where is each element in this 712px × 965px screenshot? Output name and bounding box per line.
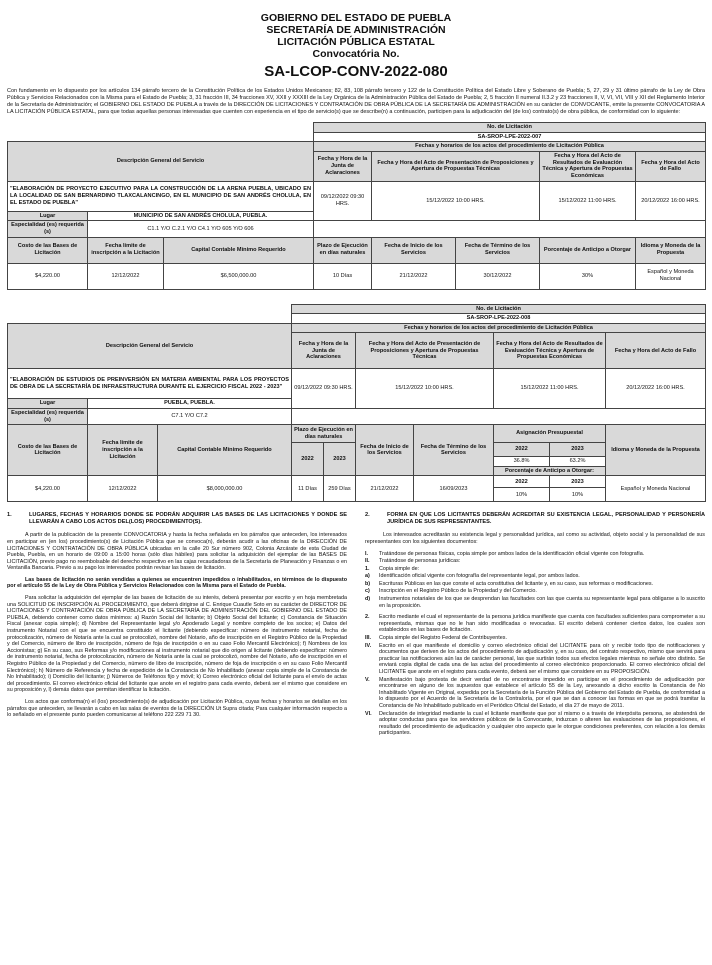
label-junta: Fecha y Hora de la Junta de Aclaraciones	[314, 151, 372, 181]
convocatoria-code: SA-LCOP-CONV-2022-080	[264, 63, 448, 80]
lugar-value: MUNICIPIO DE SAN ANDRÉS CHOLULA, PUEBLA.	[88, 211, 314, 221]
document-header	[0, 12, 712, 82]
label-plazo: Plazo de Ejecución en días naturales	[314, 237, 372, 263]
resultados-date: 15/12/2022 11:00 HRS.	[540, 181, 636, 221]
list-marker: IV.	[365, 642, 372, 649]
anticipo-value: 30%	[540, 263, 636, 289]
ant-value-1: 10%	[494, 488, 550, 502]
label-resultados: Fecha y Hora del Acto de Resultados de Evaluación Técnica y Apertura de Propuestas Económicas	[540, 151, 636, 181]
label-especialidad-2: Especialidad (es) requerida (s)	[8, 408, 88, 424]
list-marker: III.	[365, 635, 371, 642]
label-asignacion: Asignación Presupuestal	[494, 425, 606, 443]
tender-number-2: SA-SROP-LPE-2022-008	[292, 314, 706, 324]
list-marker: 2.	[365, 614, 370, 621]
list-item	[365, 588, 705, 595]
column-left	[7, 512, 347, 738]
label-fechas-title-2: Fechas y horarios de los actos del procedimiento de Licitación Pública	[292, 323, 706, 333]
column-right	[365, 512, 705, 738]
header-line-1: GOBIERNO DEL ESTADO DE PUEBLA	[260, 12, 452, 24]
asig-year-2: 2023	[550, 443, 606, 457]
especialidad-value-2: C7.1 Y/O C7.2	[88, 408, 292, 424]
list-marker: d)	[365, 596, 371, 603]
label-especialidad: Especialidad (es) requerida (s)	[8, 221, 88, 237]
junta-date: 09/12/2022 09:30 HRS.	[314, 181, 372, 221]
list-text: Inscripción en el Registro Público de la Propiedad y del Comercio.	[379, 588, 537, 595]
label-desc-general-2: Descripción General del Servicio	[8, 323, 292, 369]
label-desc-general: Descripción General del Servicio	[8, 142, 314, 182]
list-marker: I.	[365, 550, 368, 557]
ant-year-1: 2022	[494, 476, 550, 488]
list-item	[365, 711, 705, 737]
asig-year-1: 2022	[494, 443, 550, 457]
tender-table-1	[7, 122, 706, 290]
resultados-date-2: 15/12/2022 11:00 HRS.	[494, 369, 606, 409]
header-line-3: LICITACIÓN PÚBLICA ESTATAL	[277, 36, 435, 48]
inicio-value: 21/12/2022	[372, 263, 456, 289]
junta-date-2: 09/12/2022 09:30 HRS.	[292, 369, 356, 409]
label-idioma-2: Idioma y Moneda de la Propuesta	[606, 425, 706, 476]
label-lugar: Lugar	[8, 211, 88, 221]
plazo-value: 10 Días	[314, 263, 372, 289]
list-marker: b)	[365, 580, 371, 587]
label-plazo-2: Plazo de Ejecución en días naturales	[292, 425, 356, 443]
list-item	[365, 551, 705, 558]
section-2-p1: Los interesados acreditarán su existencia legal y personalidad jurídica, así como su actividad, objeto social y la personalidad de sus representantes con los siguientes documentos:	[365, 532, 705, 545]
list-marker: a)	[365, 573, 370, 580]
label-fallo: Fecha y Hora del Acto de Fallo	[636, 151, 706, 181]
list-text: Copia simple de:	[379, 565, 420, 572]
list-marker: VI.	[365, 710, 372, 717]
label-no-licitacion: No. de Licitación	[314, 123, 706, 133]
plazo-value-2: 259 Días	[324, 476, 356, 502]
label-fallo-2: Fecha y Hora del Acto de Fallo	[606, 333, 706, 369]
fallo-date: 20/12/2022 16:00 HRS.	[636, 181, 706, 221]
list-text: Escrituras Públicas en las que conste el acta constitutiva del licitante y, en su caso, sus reformas o modificaciones.	[379, 580, 654, 587]
label-capital: Capital Contable Mínimo Requerido	[164, 237, 314, 263]
plazo-year-2: 2023	[324, 443, 356, 476]
list-text: Tratándose de personas físicas, copia simple por ambos lados de la identificación oficial vigente con fotografía.	[379, 550, 645, 557]
capital-value: $6,500,000.00	[164, 263, 314, 289]
label-termino: Fecha de Término de los Servicios	[456, 237, 540, 263]
header-line-2: SECRETARÍA DE ADMINISTRACIÓN	[266, 24, 446, 36]
fecha-limite-value: 12/12/2022	[88, 263, 164, 289]
intro-paragraph: Con fundamento en lo dispuesto por los artículos 134 párrafo tercero de la Constitución Política de los Estados Unidos Mexicanos; 82, 83, 108 párrafo tercero y 122 de la Constitución Política del Estado Libre y Soberano de Puebla; 5, 27, 29 y 31 último párrafo de la Ley de Obra Pública y Servicios Relacionados con la Misma para el Estado de Puebla; 3, 31 fracción III, 34 fracciones XV, XXII y XXXIII de la Ley Orgánica de la Administración Pública del Estado de Puebla; 2, 5 fracción II numeral II.3.2 y 23 fracciones II, V, VI, VII, VIII y XII del Reglamento Interior de la Secretaría de Administración; el GOBIERNO DEL ESTADO DE PUEBLA a través de la DIRECCIÓN DE LICITACIONES Y CONTRATACIÓN DE OBRA PÚBLICA DE LA SECRETARÍA DE ADMINISTRACIÓN en su carácter de CONVOCANTE, emite la presente CONVOCATORIA A LA LICITACIÓN PÚBLICA ESTATAL, para que todas aquellas personas interesadas que cuenten con experiencia en el tipo de servicio(s) que se describe(n) a continuación, participen para la adjudicación del (de los) contrato(s) de obra pública, de conformidad con lo siguiente:	[7, 88, 705, 115]
list-text: Identificación oficial vigente con fotografía del representante legal, por ambos lados.	[379, 573, 580, 580]
body-columns	[7, 512, 705, 738]
ant-year-2: 2023	[550, 476, 606, 488]
list-text: Escrito en el que manifieste el domicilio y correo electrónico oficial del LICITANTE para oír y recibir todo tipo de notificaciones y documentos que deriven de los actos del procedimiento de adjudicación y, en su caso, del contrato respectivo, mismo que servirá para practicar las notificaciones aún las de carácter personal, las que surtirán todos sus efectos legales mientras no señale otro distinto. Se enviará copia digital de cada una de las actas del procedimiento al correo electrónico proporcionado. El correo electrónico oficial del LICITANTE que anote en el registro para cada evento, deberá ser el mismo que considere en su PROPOSICIÓN.	[379, 642, 705, 675]
section-1-heading: LUGARES, FECHAS Y HORARIOS DONDE SE PODRÁN ADQUIRIR LAS BASES DE LAS LICITACIONES Y DONDE SE LLEVARÁN A CABO LOS ACTOS DEL(LOS) PROCEDIMIENTO(S).	[29, 512, 347, 526]
list-item	[365, 596, 705, 609]
label-costo-2: Costo de las Bases de Licitación	[8, 425, 88, 476]
fecha-limite-value-2: 12/12/2022	[88, 476, 158, 502]
section-1-p4: Los actos que conforma(n) el (los) procedimiento(s) de adjudicación por Licitación Pública, cuyas fechas y horarios se detallan en los párrafos que anteceden, se llevarán a cabo en las salas de eventos de la DIRECCIÓN Ut Supra citada; Para cualquier información respecto a lo señalado en el presente punto pueden comunicarse al teléfono 222 229 71 30.	[7, 698, 347, 719]
lugar-value-2: PUEBLA, PUEBLA.	[88, 399, 292, 409]
costo-value-2: $4,220.00	[8, 476, 88, 502]
label-anticipo: Porcentaje de Anticipo a Otorgar	[540, 237, 636, 263]
label-fechas-title: Fechas y horarios de los actos del procedimiento de Licitación Pública	[314, 142, 706, 152]
header-line-4: Convocatória No.	[312, 48, 400, 60]
tender-description: "ELABORACIÓN DE PROYECTO EJECUTIVO PARA LA CONSTRUCCIÓN DE LA ARENA PUEBLA, UBICADO EN LA LOCALIDAD DE SAN BERNARDINO TLAXCALANCINGO, EN EL MUNICIPIO DE SAN ANDRÉS CHOLULA, EN EL ESTADO DE PUEBLA"	[8, 181, 314, 211]
termino-value-2: 16/09/2023	[414, 476, 494, 502]
list-item	[365, 635, 705, 642]
section-2-number: 2.	[365, 512, 370, 519]
list-item	[365, 581, 705, 588]
label-termino-2: Fecha de Término de los Servicios	[414, 425, 494, 476]
list-text: Declaración de integridad mediante la cual el licitante manifieste que por sí mismo o a través de interpósita persona, se abstendrá de adoptar conductas para que los servidores públicos de la Convocante, induzcan o alteren las evaluaciones de las proposiciones, el resultado del procedimiento de adjudicación y cualquier otro aspecto que le otorgue condiciones preferentes, con relación a los demás participantes.	[379, 710, 705, 737]
label-costo: Costo de las Bases de Licitación	[8, 237, 88, 263]
list-text: Copia simple del Registro Federal de Contribuyentes.	[379, 635, 507, 642]
presentacion-date-2: 15/12/2022 10:00 HRS.	[356, 369, 494, 409]
label-fecha-limite-2: Fecha límite de inscripción a la Licitación	[88, 425, 158, 476]
list-item	[365, 566, 705, 573]
especialidad-value: C1.1 Y/O C.2.1 Y/O C4.1 Y/O 605 Y/O 606	[88, 221, 314, 237]
section-1-number: 1.	[7, 512, 12, 519]
fallo-date-2: 20/12/2022 16:00 HRS.	[606, 369, 706, 409]
label-no-licitacion-2: No. de Licitación	[292, 304, 706, 314]
tender-description-2: "ELABORACIÓN DE ESTUDIOS DE PREINVERSIÓN EN MATERIA AMBIENTAL PARA LOS PROYECTOS DE OBRA DE LA SECRETARÍA DE INFRAESTRUCTURA DURANTE EL EJERCICIO FISCAL 2022 - 2023"	[8, 369, 292, 399]
section-1-title	[7, 512, 347, 526]
list-text: Tratándose de personas jurídicas:	[379, 558, 461, 565]
tender-table-2	[7, 304, 706, 503]
label-inicio-2: Fecha de Inicio de los Servicios	[356, 425, 414, 476]
tender-number: SA-SROP-LPE-2022-007	[314, 132, 706, 142]
idioma-value-2: Español y Moneda Nacional	[606, 476, 706, 502]
list-text: Instrumentos notariales de los que se desprendan las facultades con las que cuenta su representante legal para obligarse a lo suscrito en la proposición.	[379, 596, 705, 609]
section-1-p2: Las bases de licitación no serán vendidas a quienes se encuentren impedidos o inhabilitados, en términos de lo dispuesto por el artículo 55 de la Ley de Obra Pública y Servicios Relacionados con la Misma para el Estado de Puebla.	[7, 576, 347, 590]
termino-value: 30/12/2022	[456, 263, 540, 289]
section-1-p3: Para solicitar la adquisición del ejemplar de las bases de licitación de su interés, deberá presentar por escrito y en hoja membretada una SOLICITUD DE INSCRIPCIÓN AL PROCEDIMIENTO, que deberá dirigirse al C. Enrique Cuautle Soto en su carácter de DIRECTOR DE LICITACIONES Y CONTRATACIÓN DE OBRA PÚBLICA DE LA SECRETARÍA DE ADMINISTRACIÓN DEL GOBIERNO DEL ESTADO DE PUEBLA, debiendo contener como datos mínimos: a) Razón Social del licitante; b) Objeto Social del licitante; c) Constancia de Situación Fiscal (anexar copia simple); d) Nombre del Representante legal y/o Apoderado Legal y nombre completo de los socios; e) Datos del instrumento Notarial con el que se encuentra constituido el licitante (debiendo especificar: número de instrumento notarial, fecha de protocolización, número de Notaría ante la cual se protocolizó, nombre del Notario, año de inscripción en el Registro Público de la Propiedad y del Comercio, número de libro de inscripción, número de foja de inscripción o en su caso Folio Mercantil Electrónico); f) Nombres de los Accionistas; g) En su caso, sus Reformas y/o modificaciones al instrumento notarial que dio origen al licitante (debiendo especificar: número de instrumento notarial, fecha de protocolización, número de Notaría ante la cual se protocolizó, nombre del Notario, año de inscripción en el Registro Público de la Propiedad y del Comercio, número de libro de inscripción, número de foja de inscripción o en su caso Folio Mercantil Electrónico); h) Número de Referencia y fecha de expedición de la Constancia de No Inhabilitado (anexar copia simple de la Constancia de No Inhabilitado); i) Domicilio del licitante; j) Números de Teléfonos fijo y móvil; k) Correo electrónico oficial del licitante para el envío de actas del procedimiento. El correo electrónico oficial del licitante que anote en el registro para cada evento, deberá ser el mismo que considere en su proposición y, l) demás datos que permitan identificar la licitación.	[7, 595, 347, 694]
label-anticipo-2: Porcentaje de Anticipo a Otorgar:	[494, 466, 606, 476]
presentacion-date: 15/12/2022 10:00 HRS.	[372, 181, 540, 221]
list-item	[365, 573, 705, 580]
list-text: Escrito mediante el cual el representante de la persona jurídica manifieste que cuenta con facultades suficientes para comprometer a su representada, mismas que no le han sido modificadas o revocadas. El escrito deberá contener ciertos datos, los cuales son establecidos en las bases de licitación.	[379, 614, 705, 634]
section-1-p1: A partir de la publicación de la presente CONVOCATORIA y hasta la fecha señalada en los párrafos que anteceden, los interesados en participar en (en los) procedimiento(s) de Licitación Pública que se convoca(n), deberán acudir a las oficinas de la DIRECCIÓN DE LICITACIONES Y CONTRATACIÓN DE OBRA PÚBLICA ubicadas en la calle 20 Sur número 902, Colonia Azcárate de esta Ciudad de Puebla, Puebla, en un horario de 09:00 a 15:00 horas (sólo días hábiles) para solicitar la adquisición del ejemplar de las BASES DE LICITACIÓN, previo pago no reembolsable del derecho respectivo en las cajas recaudadoras de la Secretaría de Planeación y Finanzas o en Ventanilla Bancaria. Previo a su pago los interesados podrán revisar las bases de licitación.	[7, 532, 347, 572]
inicio-value-2: 21/12/2022	[356, 476, 414, 502]
label-fecha-limite: Fecha límite de inscripción a la Licitación	[88, 237, 164, 263]
costo-value: $4,220.00	[8, 263, 88, 289]
asig-value-2: 63.2%	[550, 457, 606, 467]
list-item	[365, 677, 705, 710]
list-text: Manifestación bajo protesta de decir verdad de no encontrarse impedido en participar en el procedimiento de adjudicación por encontrarse en alguno de los supuestos que establece el artículo 55 de la Ley, anexando a dicho escrito la Constancia de No Inhabilitado Vigente en Original, expedida por la Secretaría de la Función Pública del Gobierno del Estado de Puebla, de conformidad a lo dispuesto por el Acuerdo de la Secretaría de la Contraloría, por el que se dan a conocer las formas en que se podrá tramitar la Constancia de No Inhabilitado publicado en el Periódico Oficial del Estado, el día 27 de mayo de 2011.	[379, 676, 705, 709]
list-marker: c)	[365, 588, 370, 595]
list-marker: 1.	[365, 565, 370, 572]
label-lugar-2: Lugar	[8, 399, 88, 409]
label-resultados-2: Fecha y Hora del Acto de Resultados de Evaluación Técnica y Apertura de Propuestas Económicas	[494, 333, 606, 369]
section-2-title	[365, 512, 705, 526]
label-junta-2: Fecha y Hora de la Junta de Aclaraciones	[292, 333, 356, 369]
asig-value-1: 36.8%	[494, 457, 550, 467]
plazo-value-1: 11 Días	[292, 476, 324, 502]
list-item	[365, 614, 705, 634]
plazo-year-1: 2022	[292, 443, 324, 476]
label-capital-2: Capital Contable Mínimo Requerido	[158, 425, 292, 476]
label-presentacion-2: Fecha y Hora del Acto de Presentación de Proposiciones y Apertura de Propuestas Técnicas	[356, 333, 494, 369]
list-marker: II.	[365, 558, 370, 565]
label-idioma: Idioma y Moneda de la Propuesta	[636, 237, 706, 263]
idioma-value: Español y Moneda Nacional	[636, 263, 706, 289]
label-presentacion: Fecha y Hora del Acto de Presentación de Proposiciones y Apertura de Propuestas Técnicas	[372, 151, 540, 181]
capital-value-2: $8,000,000.00	[158, 476, 292, 502]
list-marker: V.	[365, 676, 370, 683]
section-2-heading: FORMA EN QUE LOS LICITANTES DEBERÁN ACREDITAR SU EXISTENCIA LEGAL, PERSONALIDAD Y PERSONERÍA JURÍDICA DE SUS REPRESENTANTES.	[387, 512, 705, 526]
list-item	[365, 558, 705, 565]
list-item	[365, 643, 705, 676]
ant-value-2: 10%	[550, 488, 606, 502]
label-inicio: Fecha de Inicio de los Servicios	[372, 237, 456, 263]
